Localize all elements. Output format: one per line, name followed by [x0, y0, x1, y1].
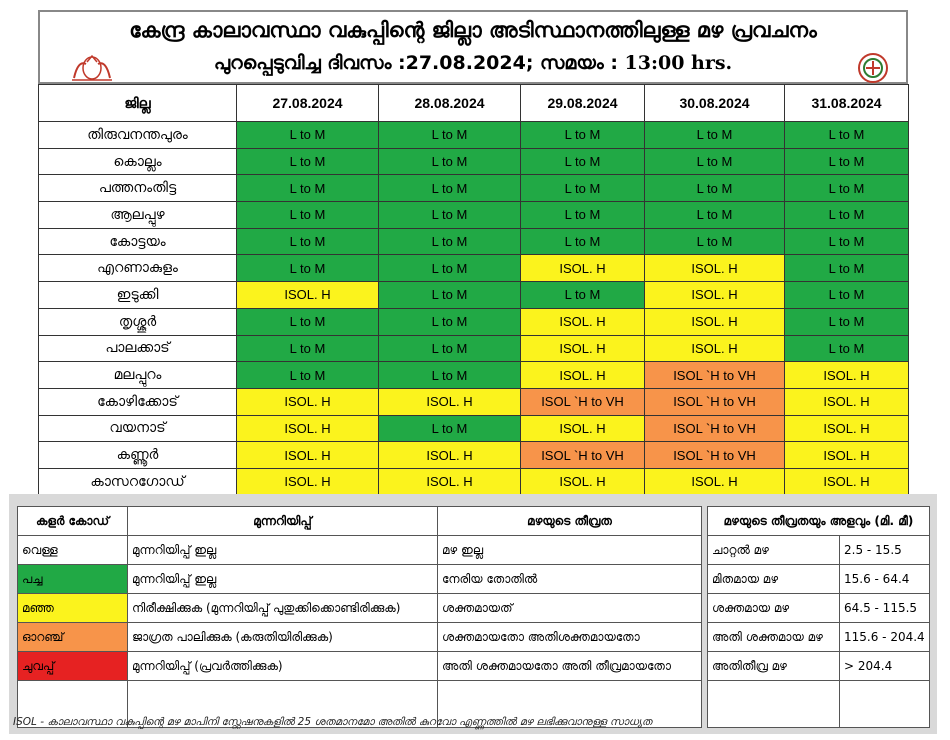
rain-range: 2.5 - 15.5	[840, 536, 930, 565]
forecast-cell: L to M	[785, 282, 909, 309]
district-name: വയനാട്	[39, 415, 237, 442]
warning-text: ജാഗ്രത പാലിക്കുക (കരുതിയിരിക്കുക)	[128, 623, 438, 652]
rain-range: > 204.4	[840, 652, 930, 681]
rain-range: 15.6 - 64.4	[840, 565, 930, 594]
district-name: പത്തനംതിട്ട	[39, 175, 237, 202]
forecast-cell: L to M	[237, 148, 379, 175]
forecast-cell: L to M	[521, 282, 645, 309]
date-header: 31.08.2024	[785, 85, 909, 122]
forecast-cell: ISOL. H	[237, 388, 379, 415]
forecast-cell: ISOL. H	[379, 468, 521, 495]
color-swatch: പച്ച	[18, 565, 128, 594]
district-name: മലപ്പുറം	[39, 362, 237, 389]
issued-line	[40, 52, 906, 74]
table-row	[39, 415, 909, 442]
district-name: എറണാകുളം	[39, 255, 237, 282]
forecast-header-row	[39, 85, 909, 122]
forecast-cell: ISOL. H	[521, 335, 645, 362]
warning-text: മുന്നറിയിപ്പ് (പ്രവർത്തിക്കുക)	[128, 652, 438, 681]
legend-row	[18, 565, 702, 594]
forecast-cell: L to M	[237, 335, 379, 362]
district-header: ജില്ല	[39, 85, 237, 122]
forecast-cell: ISOL. H	[645, 255, 785, 282]
scale-row	[708, 565, 930, 594]
district-name: കോട്ടയം	[39, 228, 237, 255]
forecast-cell: L to M	[785, 308, 909, 335]
forecast-cell: L to M	[645, 148, 785, 175]
table-row	[39, 335, 909, 362]
table-row	[39, 202, 909, 229]
forecast-cell: L to M	[645, 122, 785, 149]
scale-row	[708, 536, 930, 565]
rain-scale-legend	[707, 506, 930, 728]
forecast-cell: L to M	[521, 122, 645, 149]
color-swatch: ചുവപ്പ്	[18, 652, 128, 681]
intensity-text: അതി ശക്തമായതോ അതി തീവ്രമായതോ	[438, 652, 702, 681]
forecast-cell: ISOL. H	[645, 468, 785, 495]
rain-category: മിതമായ മഴ	[708, 565, 840, 594]
rain-category: ചാറ്റൽ മഴ	[708, 536, 840, 565]
forecast-cell: L to M	[379, 228, 521, 255]
rain-category: അതിതീവ്ര മഴ	[708, 652, 840, 681]
table-row	[39, 442, 909, 469]
forecast-cell: ISOL `H to VH	[645, 362, 785, 389]
district-name: ആലപ്പുഴ	[39, 202, 237, 229]
forecast-cell: L to M	[785, 122, 909, 149]
district-name: കാസറഗോഡ്	[39, 468, 237, 495]
empty-cell	[840, 681, 930, 728]
forecast-cell: ISOL. H	[521, 415, 645, 442]
table-row	[39, 388, 909, 415]
table-row	[39, 122, 909, 149]
forecast-cell: ISOL. H	[521, 255, 645, 282]
forecast-cell: ISOL. H	[785, 468, 909, 495]
forecast-cell: L to M	[521, 228, 645, 255]
forecast-cell: ISOL. H	[645, 282, 785, 309]
forecast-cell: L to M	[785, 335, 909, 362]
report-header	[38, 10, 908, 84]
forecast-cell: L to M	[785, 148, 909, 175]
district-name: പാലക്കാട്	[39, 335, 237, 362]
forecast-cell: ISOL. H	[785, 362, 909, 389]
forecast-cell: ISOL. H	[521, 362, 645, 389]
forecast-cell: ISOL. H	[237, 282, 379, 309]
forecast-cell: ISOL `H to VH	[645, 415, 785, 442]
forecast-cell: L to M	[379, 362, 521, 389]
forecast-cell: L to M	[379, 335, 521, 362]
forecast-cell: L to M	[379, 308, 521, 335]
forecast-cell: L to M	[237, 228, 379, 255]
date-header: 27.08.2024	[237, 85, 379, 122]
intensity-text: നേരിയ തോതിൽ	[438, 565, 702, 594]
forecast-cell: ISOL. H	[785, 415, 909, 442]
forecast-cell: L to M	[379, 175, 521, 202]
imd-logo-icon	[854, 52, 892, 84]
kerala-emblem-icon	[68, 52, 116, 82]
district-name: ഇടുക്കി	[39, 282, 237, 309]
legend-header: മഴയുടെ തീവ്രത	[438, 507, 702, 536]
forecast-cell: L to M	[379, 415, 521, 442]
forecast-cell: L to M	[379, 148, 521, 175]
district-name: കണ്ണൂർ	[39, 442, 237, 469]
date-header: 29.08.2024	[521, 85, 645, 122]
forecast-cell: L to M	[645, 175, 785, 202]
issued-label: പുറപ്പെടുവിച്ച ദിവസം :27.08.2024; സമയം :	[213, 52, 625, 74]
legend-row	[18, 594, 702, 623]
color-swatch: ഓറഞ്ച്	[18, 623, 128, 652]
scale-row	[708, 623, 930, 652]
warning-text: മുന്നറിയിപ്പ് ഇല്ല	[128, 565, 438, 594]
legend-header-row	[18, 507, 702, 536]
forecast-cell: L to M	[379, 202, 521, 229]
legend-row	[18, 536, 702, 565]
rain-range: 115.6 - 204.4	[840, 623, 930, 652]
forecast-cell: L to M	[237, 255, 379, 282]
issued-time: 13:00 hrs.	[624, 52, 733, 74]
date-header: 30.08.2024	[645, 85, 785, 122]
intensity-text: മഴ ഇല്ല	[438, 536, 702, 565]
forecast-cell: ISOL. H	[645, 308, 785, 335]
color-swatch: വെള്ള	[18, 536, 128, 565]
district-name: കൊല്ലം	[39, 148, 237, 175]
legend-body	[18, 536, 702, 728]
legend-row	[18, 623, 702, 652]
forecast-cell: ISOL `H to VH	[521, 442, 645, 469]
forecast-body	[39, 122, 909, 496]
scale-header-row	[708, 507, 930, 536]
isol-footnote: ISOL - കാലാവസ്ഥാ വകുപ്പിന്റെ മഴ മാപിനി സ്റ്റേഷനുകളിൽ 25 ശതമാനമോ അതിൽ കുറവോ എണ്ണത്തിൽ മഴ ലഭിക്കുവാനുള്ള സാധ്യത	[13, 716, 652, 728]
forecast-cell: L to M	[237, 122, 379, 149]
forecast-cell: ISOL. H	[237, 415, 379, 442]
forecast-cell: L to M	[379, 122, 521, 149]
forecast-cell: L to M	[237, 308, 379, 335]
forecast-cell: L to M	[237, 175, 379, 202]
table-row	[39, 308, 909, 335]
forecast-cell: ISOL `H to VH	[521, 388, 645, 415]
warning-text: നിരീക്ഷിക്കുക (മുന്നറിയിപ്പ് പുതുക്കിക്കൊണ്ടിരിക്കുക)	[128, 594, 438, 623]
date-header: 28.08.2024	[379, 85, 521, 122]
table-row	[39, 255, 909, 282]
intensity-text: ശക്തമായത്	[438, 594, 702, 623]
forecast-cell: ISOL. H	[785, 442, 909, 469]
forecast-cell: ISOL. H	[237, 442, 379, 469]
forecast-cell: L to M	[645, 202, 785, 229]
forecast-cell: ISOL. H	[237, 468, 379, 495]
forecast-cell: L to M	[645, 228, 785, 255]
color-swatch: മഞ്ഞ	[18, 594, 128, 623]
forecast-cell: L to M	[521, 202, 645, 229]
forecast-cell: ISOL. H	[521, 468, 645, 495]
forecast-cell: ISOL. H	[785, 388, 909, 415]
forecast-cell: L to M	[237, 202, 379, 229]
scale-spacer-row	[708, 681, 930, 728]
forecast-cell: L to M	[521, 175, 645, 202]
warning-text: മുന്നറിയിപ്പ് ഇല്ല	[128, 536, 438, 565]
forecast-cell: L to M	[785, 255, 909, 282]
table-row	[39, 228, 909, 255]
legend-panel	[9, 494, 937, 734]
forecast-cell: ISOL. H	[521, 308, 645, 335]
forecast-cell: L to M	[785, 228, 909, 255]
forecast-cell: ISOL. H	[379, 388, 521, 415]
legend-header: കളർ കോഡ്	[18, 507, 128, 536]
district-name: തൃശ്ശൂർ	[39, 308, 237, 335]
color-code-legend	[17, 506, 702, 728]
table-row	[39, 468, 909, 495]
scale-body	[708, 536, 930, 728]
district-name: തിരുവനന്തപുരം	[39, 122, 237, 149]
forecast-table	[38, 84, 909, 496]
empty-cell	[708, 681, 840, 728]
forecast-cell: L to M	[379, 255, 521, 282]
forecast-cell: L to M	[785, 175, 909, 202]
scale-row	[708, 594, 930, 623]
rain-category: ശക്തമായ മഴ	[708, 594, 840, 623]
forecast-cell: ISOL. H	[379, 442, 521, 469]
report-title: കേന്ദ്ര കാലാവസ്ഥാ വകുപ്പിന്റെ ജില്ലാ അടിസ്ഥാനത്തിലുള്ള മഴ പ്രവചനം	[129, 18, 817, 42]
district-name: കോഴിക്കോട്	[39, 388, 237, 415]
scale-row	[708, 652, 930, 681]
table-row	[39, 175, 909, 202]
rain-range: 64.5 - 115.5	[840, 594, 930, 623]
scale-header: മഴയുടെ തീവ്രതയും അളവും (മി. മീ)	[708, 507, 930, 536]
forecast-cell: L to M	[521, 148, 645, 175]
table-row	[39, 148, 909, 175]
forecast-cell: L to M	[379, 282, 521, 309]
forecast-cell: ISOL. H	[645, 335, 785, 362]
table-row	[39, 282, 909, 309]
legend-header: മുന്നറിയിപ്പ്	[128, 507, 438, 536]
forecast-cell: ISOL `H to VH	[645, 442, 785, 469]
forecast-cell: L to M	[237, 362, 379, 389]
forecast-cell: ISOL `H to VH	[645, 388, 785, 415]
forecast-cell: L to M	[785, 202, 909, 229]
rain-category: അതി ശക്തമായ മഴ	[708, 623, 840, 652]
table-row	[39, 362, 909, 389]
legend-row	[18, 652, 702, 681]
intensity-text: ശക്തമായതോ അതിശക്തമായതോ	[438, 623, 702, 652]
